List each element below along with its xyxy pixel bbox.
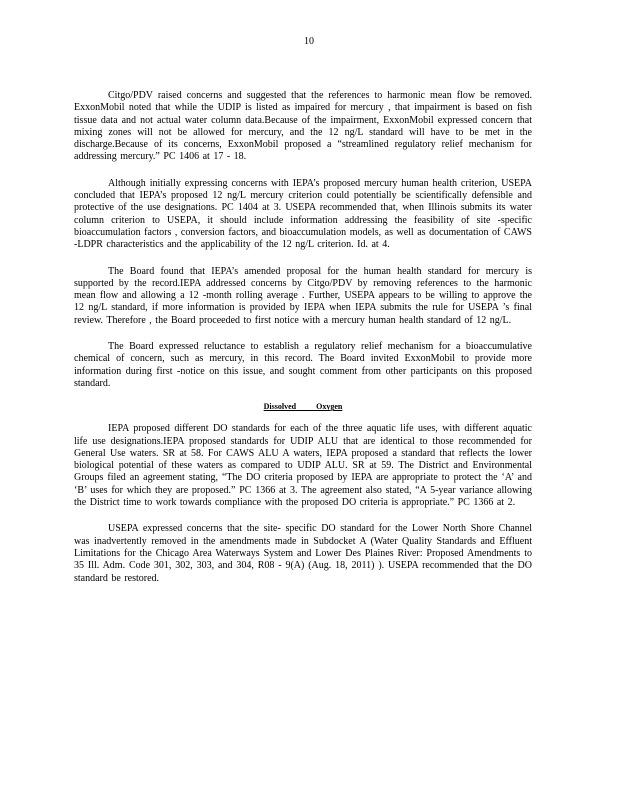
- paragraph-board-finding: The Board found that IEPA’s amended proposal for the human health standard for mercury is supported by the record.IEPA addressed concerns by Citgo/PDV by removing references to the harmonic mean flow and allowing a 12 -month rolling average . Further, USEPA appears to be willing to approve the 12 ng/L standard, if more information is provided by IEPA when IEPA submits the rule for USEPA ’s final review. Therefore , the Board proceeded to first notice with a mercury human health standard of 12 ng/L.: [74, 265, 532, 326]
- paragraph-board-reluctance: The Board expressed reluctance to establish a regulatory relief mechanism for a bioaccumulative chemical of concern, such as mercury, in this record. The Board invited ExxonMobil to provide more information during first -notice on this issue, and sought comment from other participants on this proposed standard.: [74, 341, 532, 389]
- section-heading-dissolved-oxygen: Dissolved Oxygen: [263, 402, 343, 412]
- paragraph-iepa-do-standards: IEPA proposed different DO standards for each of the three aquatic life uses, with different aquatic life use designations.IEPA proposed standards for UDIP ALU that are identical to those recommended for General Use waters. SR at 58. For CAWS ALU A waters, IEPA proposed a standard that reflects the lower biological potential of these waters as compared to UDIP ALU. SR at 59. The District and Environmental Groups filed an agreement stating, “The DO criteria proposed by IEPA are appropriate to protect the ‘A’ and ‘B’ uses for which they are proposed.” PC 1366 at 3. The agreement also stated, “A 5-year variance allowing the District time to work towards compliance with the proposed DO criteria is appropriate.” PC 1366 at 2.: [74, 423, 532, 509]
- page-number: 10: [304, 36, 314, 47]
- paragraph-usepa-do-concerns: USEPA expressed concerns that the site- specific DO standard for the Lower North Shore Channel was inadvertently removed in the amendments made in Subdocket A (Water Quality Standards and Effluent Limitations for the Chicago Area Waterways System and Lower Des Plaines River: Proposed Amendments to 35 Ill. Adm. Code 301, 302, 303, and 304, R08 - 9(A) (Aug. 18, 2011) ). USEPA recommended that the DO standard be restored.: [74, 523, 532, 584]
- body-text: [74, 90, 532, 585]
- paragraph-usepa-mercury-criterion: Although initially expressing concerns with IEPA’s proposed mercury human health criterion, USEPA concluded that IEPA’s proposed 12 ng/L mercury criterion could potentially be scientifically defensible and protective of the use designations. PC 1404 at 3. USEPA recommended that, when Illinois submits its water column criterion to USEPA, it should include information addressing the feasibility of site -specific bioaccumulation factors , conversion factors, and bioaccumulation models, as well as documentation of CAWS -LDPR characteristics and the applicability of the 12 ng/L criterion. Id. at 4.: [74, 177, 532, 251]
- paragraph-citgo-exxonmobil: Citgo/PDV raised concerns and suggested that the references to harmonic mean flow be removed. ExxonMobil noted that while the UDIP is listed as impaired for mercury , that impairment is based on fish tissue data and not actual water column data.Because of the impairment, ExxonMobil expressed concern that mixing zones will not be allowed for mercury, and the 12 ng/L standard will have to be met in the discharge.Because of its concerns, ExxonMobil proposed a “streamlined regulatory relief mechanism for addressing mercury.” PC 1406 at 17 - 18.: [74, 90, 532, 163]
